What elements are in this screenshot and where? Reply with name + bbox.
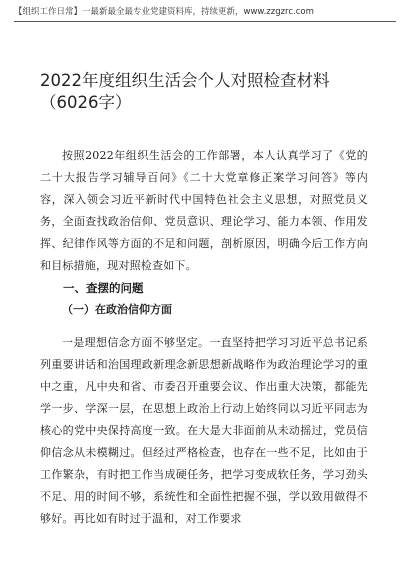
section-heading: 一、查摆的问题 bbox=[63, 281, 144, 295]
subsection-heading: （一）在政治信仰方面 bbox=[62, 303, 172, 316]
header-divider bbox=[14, 21, 396, 22]
intro-paragraph: 按照2022年组织生活会的工作部署，本人认真学习了《党的二十大报告学习辅导百问》《二十大党章修正案学习问答》等内容，深入领会习近平新时代中国特色社会主义思想，对照党员义务，全面查找政治信仰、党员意识、理论学习、能力本领、作用发挥、纪律作风等方面的不足和问题，剖析原因，明确今后工作方向和目标措施，现对照检查如下。 bbox=[40, 149, 368, 272]
body-paragraph: 一是理想信念方面不够坚定。一直坚持把学习习近平总书记系列重要讲话和治国理政新理念新思想新战略作为政治理论学习的重中之重，凡中央和省、市委召开重要会议、作出重大决策，都能先学一步、学深一层，在思想上政治上行动上始终同以习近平同志为核心的党中央保持高度一致。在大是大非面前从未动摇过，党员信仰信念从未模糊过。但经过严格检查，也存在一些不足，比如由于工作繁杂，有时把工作当成硬任务，把学习变成软任务，学习劲头不足、用的时间不够，系统性和全面性把握不强，学以致用做得不够好。再比如有时过于温和，对工作要求 bbox=[40, 336, 368, 525]
document-body bbox=[14, 70, 396, 530]
document-title: 2022年度组织生活会个人对照检查材料（6026字） bbox=[40, 71, 330, 112]
header-banner: 【组织工作日常】一最新最全最专业党建资料库，持续更新，www.zzgzrc.com bbox=[14, 7, 314, 17]
